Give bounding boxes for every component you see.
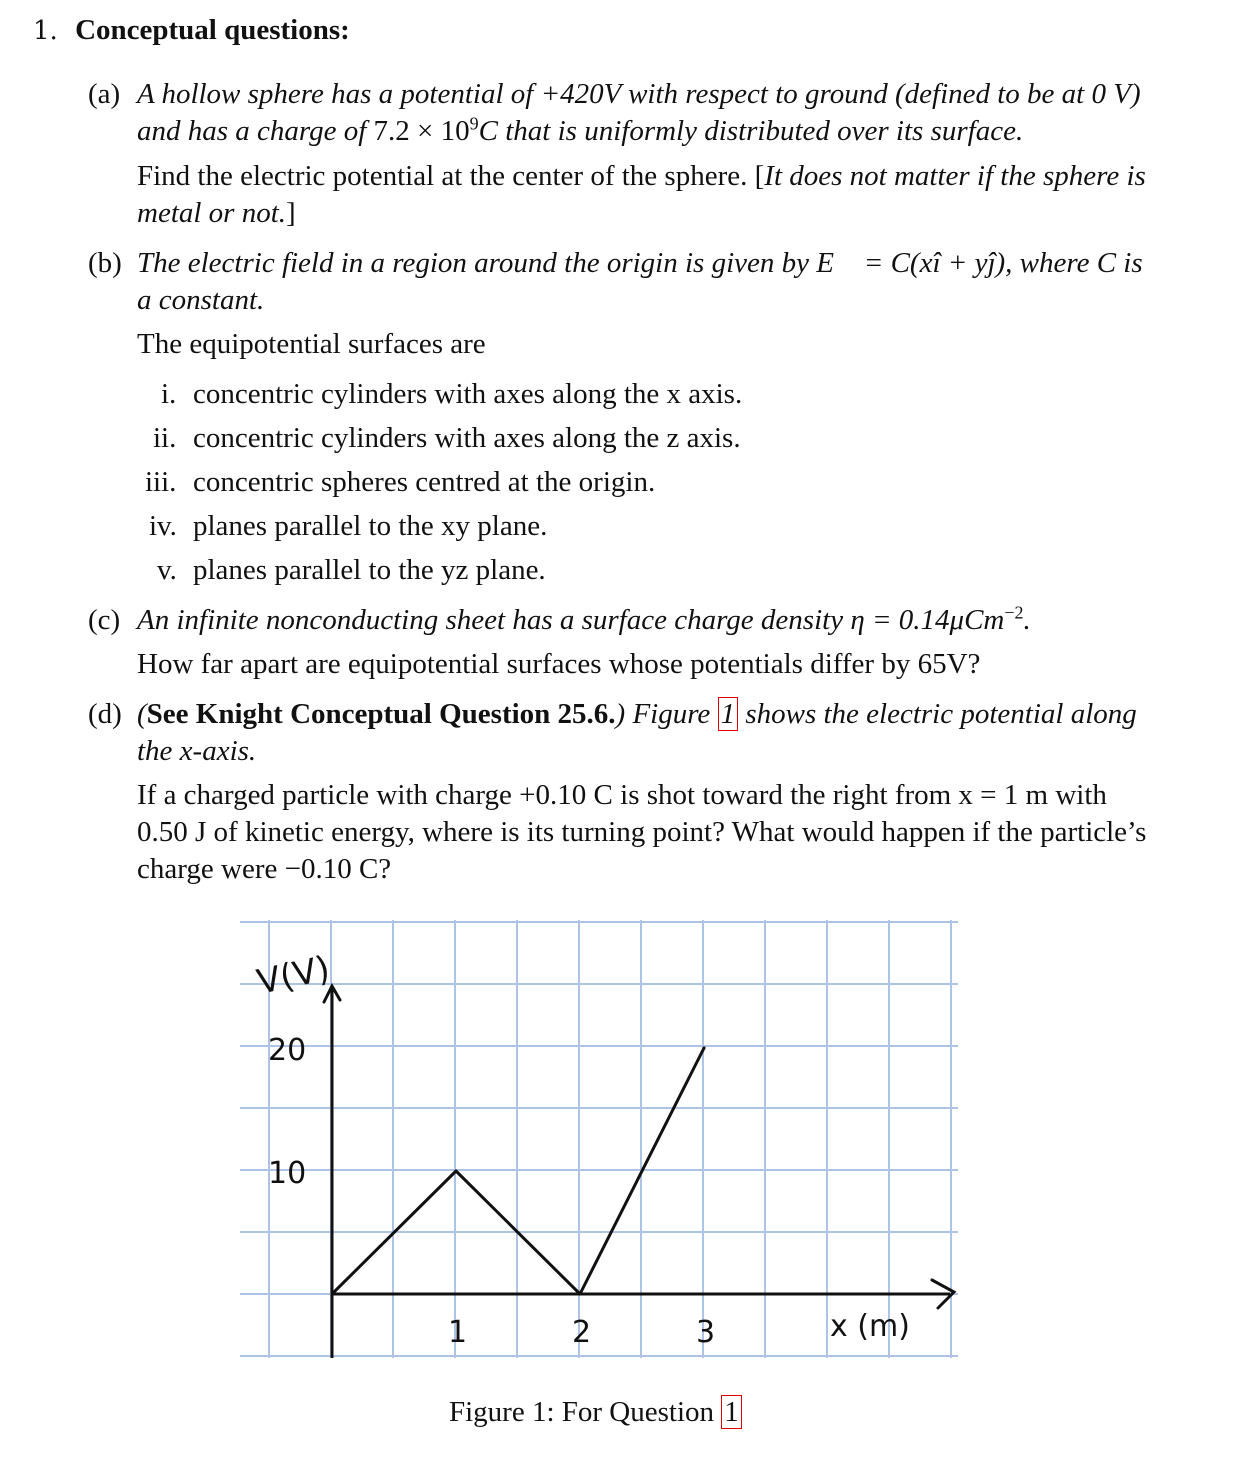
- data-point: [455, 1170, 458, 1173]
- question-title: Conceptual questions:: [75, 14, 350, 46]
- part-a-question-line1: Find the electric potential at the center of the sphere. [It does not matter if the sphere is: [137, 160, 1146, 192]
- option-text: concentric cylinders with axes along the z axis.: [193, 422, 741, 454]
- question-link[interactable]: 1: [721, 1395, 742, 1429]
- graph-grid: [240, 920, 958, 1358]
- option-text: planes parallel to the yz plane.: [193, 554, 546, 586]
- option-number: iii.: [145, 466, 177, 498]
- option-number: v.: [157, 554, 177, 586]
- y-axis-label: V(V): [253, 948, 334, 1003]
- option-text: planes parallel to the xy plane.: [193, 510, 548, 542]
- part-d-question-line3: charge were −0.10 C?: [137, 853, 392, 885]
- part-a-line1: A hollow sphere has a potential of +420V with respect to ground (defined to be at 0 V): [137, 78, 1141, 110]
- figure-link[interactable]: 1: [718, 697, 739, 731]
- part-c-label: (c): [88, 604, 121, 636]
- x-tick-label: 2: [572, 1315, 592, 1350]
- part-d-label: (d): [88, 698, 122, 730]
- part-d-line2: the x-axis.: [137, 735, 257, 767]
- part-b-line1: The electric field in a region around the origin is given by E⃗ = C(xî + yĵ), where C is: [137, 247, 1143, 279]
- part-a-label: (a): [88, 78, 121, 110]
- potential-graph: [238, 916, 962, 1362]
- y-tick-label: 10: [268, 1156, 307, 1191]
- part-c-line2: How far apart are equipotential surfaces whose potentials differ by 65V?: [137, 648, 981, 680]
- option-number: i.: [161, 378, 177, 410]
- y-tick-label: 20: [268, 1033, 307, 1068]
- figure-caption: Figure 1: For Question 1: [449, 1396, 742, 1429]
- question-number: 1.: [33, 16, 58, 46]
- part-c-line1: An infinite nonconducting sheet has a surface charge density η = 0.14μCm$^{-2}$.: [137, 602, 1031, 636]
- part-d-question-line1: If a charged particle with charge +0.10 C is shot toward the right from x = 1 m with: [137, 779, 1107, 811]
- option-number: iv.: [149, 510, 177, 542]
- graph-axes: [324, 986, 954, 1358]
- part-d-question-line2: 0.50 J of kinetic energy, where is its turning point? What would happen if the particle’s: [137, 816, 1147, 848]
- part-b-line2: a constant.: [137, 284, 265, 316]
- option-number: ii.: [153, 422, 177, 454]
- data-point: [331, 1293, 334, 1296]
- part-b-label: (b): [88, 247, 122, 279]
- x-axis-label: x (m): [830, 1309, 910, 1344]
- question-heading: [33, 14, 350, 47]
- part-d-line1: (See Knight Conceptual Question 25.6.) Figure 1 shows the electric potential along: [137, 698, 1137, 730]
- x-tick-label: 1: [448, 1315, 468, 1350]
- data-point: [579, 1293, 582, 1296]
- data-point: [703, 1047, 706, 1050]
- part-a-question-line2: metal or not.]: [137, 197, 296, 229]
- option-text: concentric cylinders with axes along the x axis.: [193, 378, 743, 410]
- option-text: concentric spheres centred at the origin.: [193, 466, 656, 498]
- part-a-line2: and has a charge of $7.2 \times 10^9C$ that is uniformly distributed over its surface.: [137, 113, 1024, 147]
- part-b-prompt: The equipotential surfaces are: [137, 328, 486, 360]
- x-tick-label: 3: [696, 1315, 716, 1350]
